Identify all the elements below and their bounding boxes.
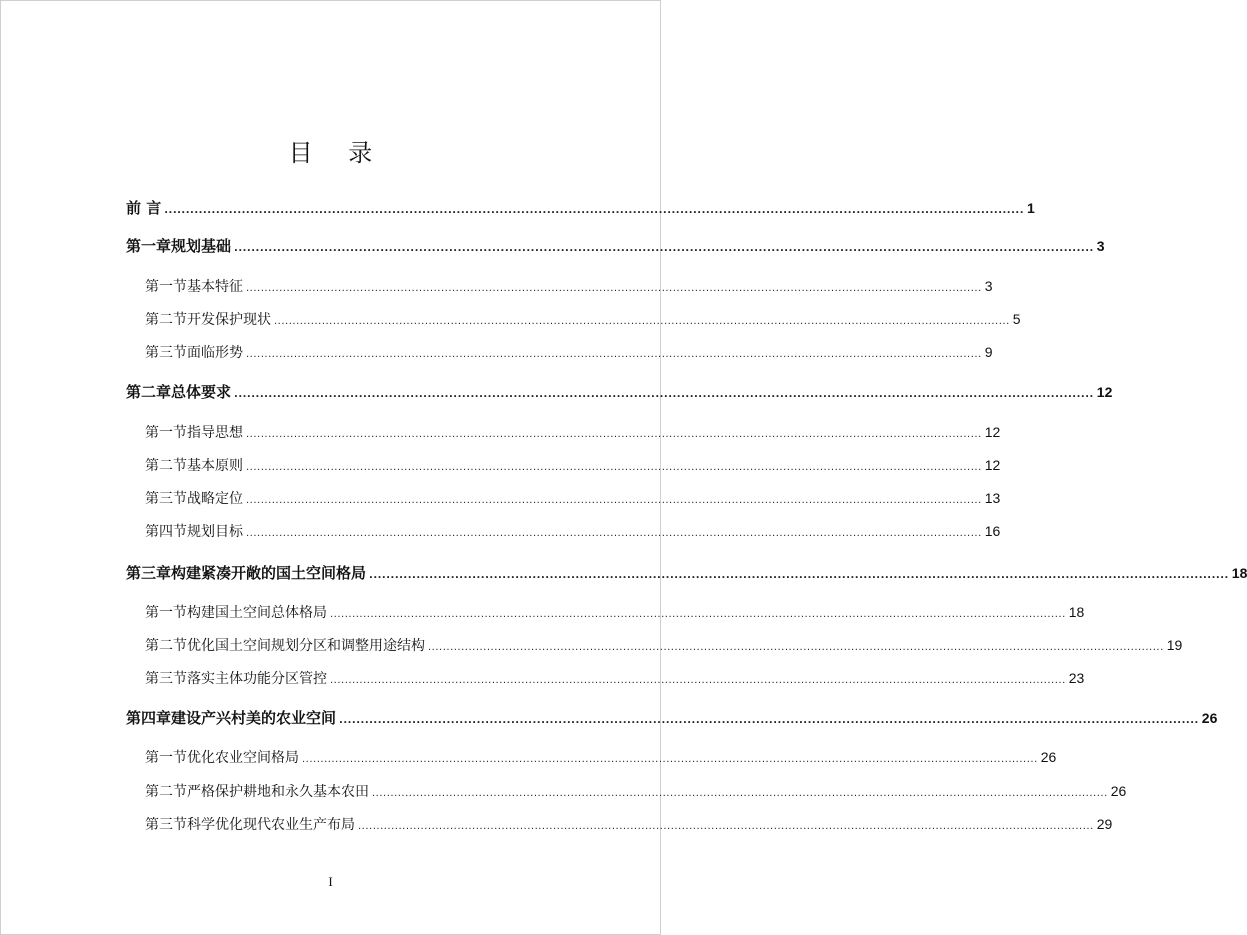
toc-entry-title: 优化国土空间规划分区和调整用途结构 bbox=[187, 638, 425, 654]
toc-entry-label: 第一节 bbox=[145, 279, 187, 295]
toc-section-entry[interactable] bbox=[145, 635, 1183, 655]
toc-entry-label: 第三节 bbox=[145, 345, 187, 361]
toc-entry-label: 第二节 bbox=[145, 312, 187, 328]
toc-leader-dots: ........................................................................................................................................................................................................ bbox=[330, 675, 1066, 686]
toc-section-entry[interactable] bbox=[145, 747, 1057, 767]
toc-entry-page: 29 bbox=[1096, 816, 1113, 832]
toc-leader-dots: ........................................................................................................................................................................................................ bbox=[246, 429, 982, 440]
toc-entry-label: 第三节 bbox=[145, 491, 187, 507]
toc-entry-page: 13 bbox=[984, 490, 1001, 506]
toc-entry-title: 基本特征 bbox=[187, 279, 243, 295]
toc-leader-dots: ........................................................................................................................................................................................................ bbox=[246, 495, 982, 506]
toc-chapter-entry[interactable] bbox=[126, 235, 1105, 256]
toc-entry-page: 5 bbox=[1012, 311, 1021, 327]
toc-entry-title: 指导思想 bbox=[187, 425, 243, 441]
toc-entry-label: 前 言 bbox=[126, 199, 162, 217]
toc-section-entry[interactable] bbox=[145, 814, 1113, 834]
toc-section-entry[interactable] bbox=[145, 521, 1001, 541]
toc-chapter-entry[interactable] bbox=[126, 562, 1247, 583]
toc-entry-label: 第四节 bbox=[145, 524, 187, 540]
toc-entry-page: 19 bbox=[1166, 637, 1183, 653]
toc-entry-page: 3 bbox=[984, 278, 993, 294]
toc-entry-title: 总体要求 bbox=[171, 383, 232, 401]
toc-entry-page: 18 bbox=[1068, 604, 1085, 620]
toc-entry-page: 26 bbox=[1201, 710, 1218, 726]
toc-entry-page: 12 bbox=[984, 424, 1001, 440]
toc-entry-page: 9 bbox=[984, 344, 993, 360]
toc-chapter-entry[interactable] bbox=[126, 197, 1035, 218]
toc-leader-dots: ........................................................................................................................................................................................................ bbox=[330, 609, 1066, 620]
toc-section-entry[interactable] bbox=[145, 781, 1127, 801]
toc-entry-page: 26 bbox=[1040, 749, 1057, 765]
toc-section-entry[interactable] bbox=[145, 309, 1021, 329]
toc-entry-page: 18 bbox=[1231, 565, 1247, 581]
page-number: I bbox=[328, 874, 333, 889]
toc-section-entry[interactable] bbox=[145, 422, 1001, 442]
toc-entry-label: 第四章 bbox=[126, 709, 172, 727]
toc-leader-dots: ........................................................................................................................................................................................................ bbox=[246, 528, 982, 539]
toc-entry-label: 第三节 bbox=[145, 817, 187, 833]
toc-entry-title: 落实主体功能分区管控 bbox=[187, 671, 327, 687]
toc-entry-label: 第二节 bbox=[145, 638, 187, 654]
toc-entry-title: 规划目标 bbox=[187, 524, 243, 540]
toc-leader-dots: ........................................................................................................................................................................................................ bbox=[246, 349, 982, 360]
toc-entry-title: 规划基础 bbox=[171, 237, 232, 255]
toc-entry-title: 科学优化现代农业生产布局 bbox=[187, 817, 355, 833]
toc-leader-dots: ........................................................................................................................................................................................................ bbox=[246, 462, 982, 473]
toc-leader-dots: ........................................................................................................................................................................................................ bbox=[234, 243, 1094, 254]
toc-section-entry[interactable] bbox=[145, 342, 993, 362]
toc-entry-label: 第一节 bbox=[145, 750, 187, 766]
toc-entry-label: 第一节 bbox=[145, 425, 187, 441]
toc-title: 目 录 bbox=[288, 139, 387, 167]
toc-entry-title: 优化农业空间格局 bbox=[187, 750, 299, 766]
toc-section-entry[interactable] bbox=[145, 602, 1085, 622]
toc-entry-title: 开发保护现状 bbox=[187, 312, 271, 328]
toc-section-entry[interactable] bbox=[145, 488, 1001, 508]
toc-entry-label: 第二节 bbox=[145, 784, 187, 800]
toc-entry-title: 战略定位 bbox=[187, 491, 243, 507]
toc-entry-title: 基本原则 bbox=[187, 458, 243, 474]
toc-entry-title: 严格保护耕地和永久基本农田 bbox=[187, 784, 369, 800]
toc-entry-page: 3 bbox=[1096, 238, 1105, 254]
toc-entry-title: 面临形势 bbox=[187, 345, 243, 361]
toc-leader-dots: ........................................................................................................................................................................................................ bbox=[339, 715, 1199, 726]
toc-entry-label: 第二节 bbox=[145, 458, 187, 474]
toc-entry-page: 1 bbox=[1027, 200, 1035, 216]
toc-leader-dots: ........................................................................................................................................................................................................ bbox=[274, 316, 1010, 327]
toc-leader-dots: ........................................................................................................................................................................................................ bbox=[428, 642, 1164, 653]
toc-entry-page: 16 bbox=[984, 523, 1001, 539]
toc-leader-dots: ........................................................................................................................................................................................................ bbox=[369, 570, 1229, 581]
toc-leader-dots: ........................................................................................................................................................................................................ bbox=[234, 389, 1094, 400]
toc-entry-page: 23 bbox=[1068, 670, 1085, 686]
toc-entry-title: 构建紧凑开敞的国土空间格局 bbox=[171, 564, 367, 582]
toc-section-entry[interactable] bbox=[145, 276, 993, 296]
toc-leader-dots: ........................................................................................................................................................................................................ bbox=[302, 754, 1038, 765]
toc-leader-dots: ........................................................................................................................................................................................................ bbox=[358, 821, 1094, 832]
toc-chapter-entry[interactable] bbox=[126, 707, 1218, 728]
toc-entry-label: 第一节 bbox=[145, 605, 187, 621]
toc-entry-label: 第三节 bbox=[145, 671, 187, 687]
toc-leader-dots: ........................................................................................................................................................................................................ bbox=[246, 283, 982, 294]
toc-leader-dots: ........................................................................................................................................................................................................ bbox=[372, 788, 1108, 799]
toc-section-entry[interactable] bbox=[145, 668, 1085, 688]
toc-entry-page: 12 bbox=[984, 457, 1001, 473]
toc-entry-title: 建设产兴村美的农业空间 bbox=[171, 709, 337, 727]
toc-entry-page: 26 bbox=[1110, 783, 1127, 799]
toc-leader-dots: ........................................................................................................................................................................................................ bbox=[164, 205, 1024, 216]
toc-entry-page: 12 bbox=[1096, 384, 1113, 400]
toc-chapter-entry[interactable] bbox=[126, 381, 1113, 402]
toc-entry-label: 第一章 bbox=[126, 237, 172, 255]
toc-entry-label: 第二章 bbox=[126, 383, 172, 401]
toc-section-entry[interactable] bbox=[145, 455, 1001, 475]
toc-entry-title: 构建国土空间总体格局 bbox=[187, 605, 327, 621]
toc-entry-label: 第三章 bbox=[126, 564, 172, 582]
